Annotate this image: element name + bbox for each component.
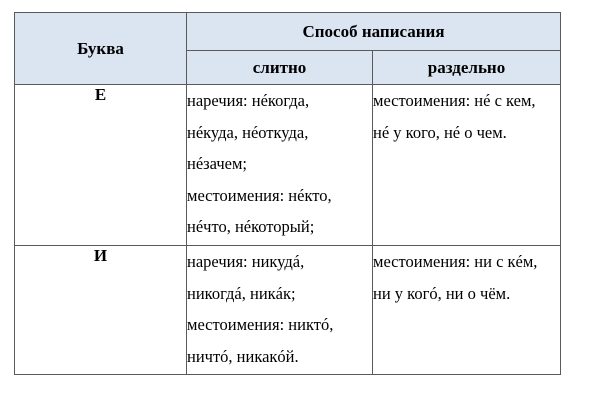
text-line: местоимения: ни с кéм, <box>373 252 538 271</box>
letter-cell: И <box>15 246 187 375</box>
separate-header: раздельно <box>373 51 561 85</box>
letter-header: Буква <box>15 13 187 85</box>
text-line: местоимения: нéкто, <box>187 185 332 205</box>
spelling-rules-table <box>14 12 561 375</box>
method-header: Способ написания <box>187 13 561 51</box>
letter-cell: Е <box>15 85 187 246</box>
together-cell <box>187 246 373 375</box>
separate-cell <box>373 246 561 375</box>
text-line: ни у когó, ни о чём. <box>373 283 511 303</box>
text-line: наречия: нéкогда, <box>187 91 310 110</box>
text-line: местоимения: никтó, <box>187 315 334 334</box>
table-row <box>15 85 561 246</box>
text-line: никогдá, никáк; <box>187 283 296 303</box>
text-line: нéчто, нéкоторый; <box>187 217 315 236</box>
table-row <box>15 246 561 375</box>
together-cell <box>187 85 373 246</box>
text-line: наречия: никудá, <box>187 252 305 271</box>
text-line: местоимения: нé с кем, <box>373 91 536 110</box>
text-line: нéкуда, нéоткуда, <box>187 122 309 142</box>
separate-cell <box>373 85 561 246</box>
text-line: нé у кого, нé о чем. <box>373 122 507 142</box>
text-line: нéзачем; <box>187 154 247 173</box>
text-line: ничтó, никакóй. <box>187 346 299 366</box>
together-header: слитно <box>187 51 373 85</box>
header-row <box>15 13 561 51</box>
